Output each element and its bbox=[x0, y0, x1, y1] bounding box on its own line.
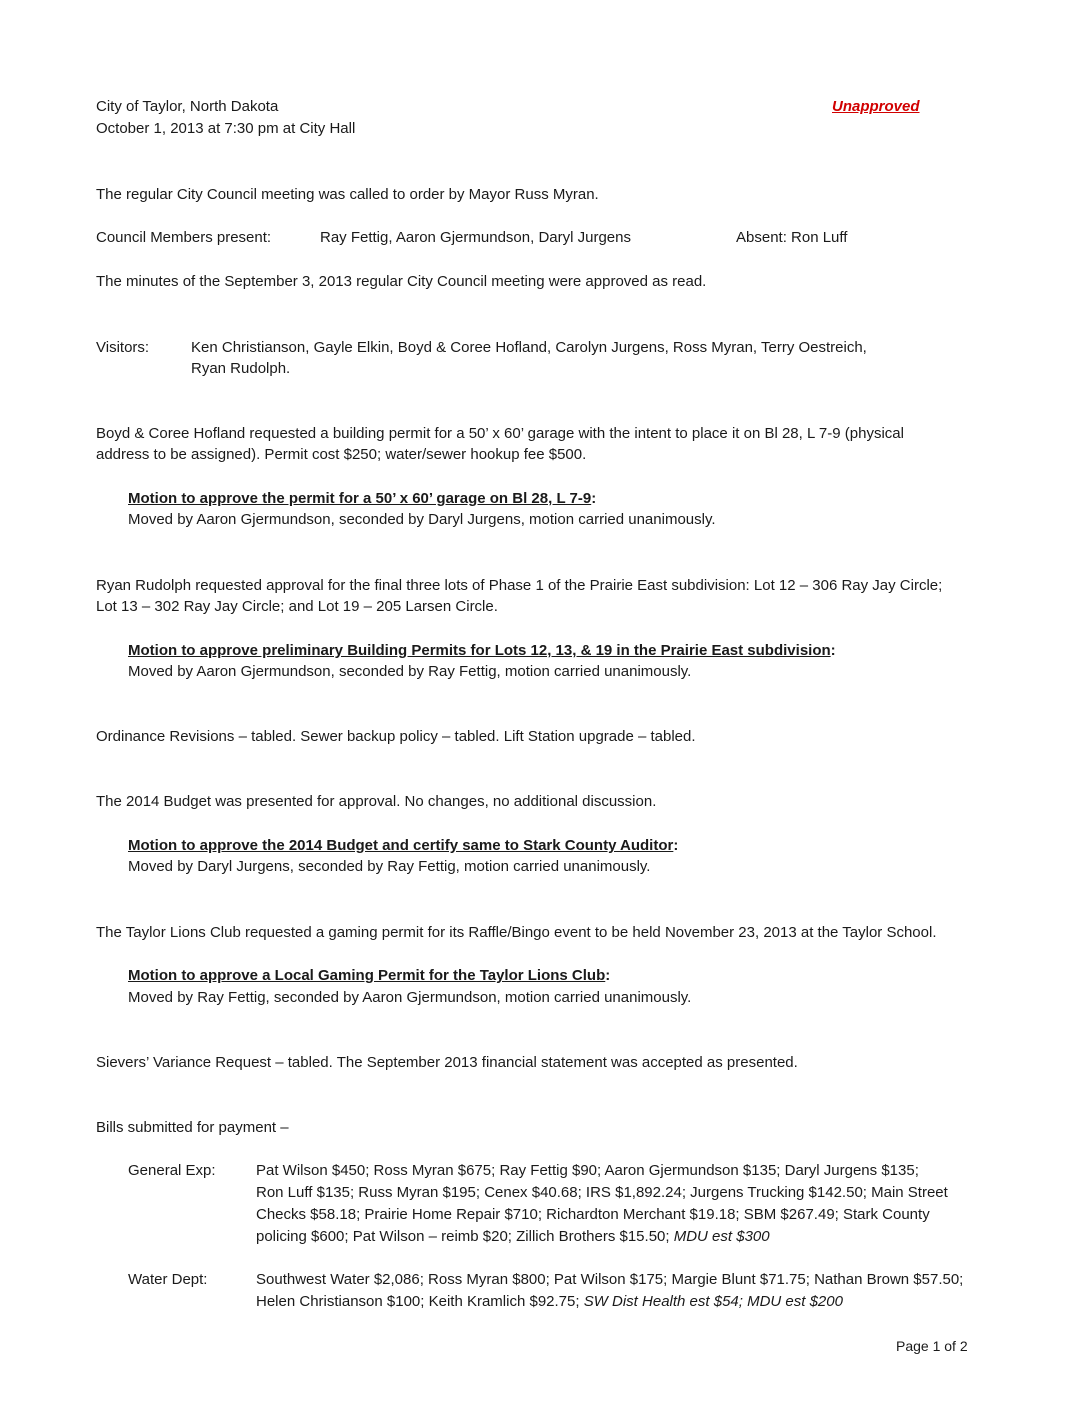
tabled-items: Ordinance Revisions – tabled. Sewer backup policy – tabled. Lift Station upgrade – tabled. bbox=[96, 728, 696, 745]
bills-intro: Bills submitted for payment – bbox=[96, 1119, 289, 1136]
budget-line: The 2014 Budget was presented for approval. No changes, no additional discussion. bbox=[96, 793, 657, 810]
lions-request: The Taylor Lions Club requested a gaming permit for its Raffle/Bingo event to be held November 23, 2013 at the Taylor School. bbox=[96, 924, 937, 941]
visitors-line-1: Ken Christianson, Gayle Elkin, Boyd & Coree Hofland, Carolyn Jurgens, Ross Myran, Terry Oestreich, bbox=[191, 339, 867, 356]
lions-motion: Motion to approve a Local Gaming Permit for the Taylor Lions Club: bbox=[128, 967, 611, 984]
water-dept-line-2 bbox=[256, 1291, 843, 1313]
city-name: City of Taylor, North Dakota bbox=[96, 98, 279, 115]
variance-line: Sievers’ Variance Request – tabled. The September 2013 financial statement was accepted as presented. bbox=[96, 1054, 798, 1071]
water-dept-estimates: SW Dist Health est $54; MDU est $200 bbox=[583, 1293, 843, 1310]
general-exp-line-2: Ron Luff $135; Russ Myran $195; Cenex $40.68; IRS $1,892.24; Jurgens Trucking $142.50; Main Street bbox=[256, 1184, 948, 1201]
call-to-order: The regular City Council meeting was called to order by Mayor Russ Myran. bbox=[96, 186, 599, 203]
minutes-approval: The minutes of the September 3, 2013 regular City Council meeting were approved as read. bbox=[96, 273, 707, 290]
general-exp-line-4-text: policing $600; Pat Wilson – reimb $20; Zillich Brothers $15.50; bbox=[256, 1228, 674, 1245]
general-exp-mdu-estimate: MDU est $300 bbox=[673, 1228, 770, 1245]
budget-motion-result: Moved by Daryl Jurgens, seconded by Ray Fettig, motion carried unanimously. bbox=[128, 858, 651, 875]
meeting-date: October 1, 2013 at 7:30 pm at City Hall bbox=[96, 120, 356, 137]
hofland-request-1: Boyd & Coree Hofland requested a building permit for a 50’ x 60’ garage with the intent to place it on Bl 28, L 7-9 (physical bbox=[96, 425, 904, 442]
general-exp-line-3: Checks $58.18; Prairie Home Repair $710; Richardton Merchant $19.18; SBM $267.49; Stark County bbox=[256, 1206, 930, 1223]
hofland-motion-text: Motion to approve the permit for a 50’ x 60’ garage on Bl 28, L 7-9 bbox=[128, 490, 592, 507]
visitors-label: Visitors: bbox=[96, 339, 150, 356]
hofland-request-2: address to be assigned). Permit cost $250; water/sewer hookup fee $500. bbox=[96, 446, 587, 463]
lions-motion-result: Moved by Ray Fettig, seconded by Aaron Gjermundson, motion carried unanimously. bbox=[128, 989, 692, 1006]
visitors-line-2: Ryan Rudolph. bbox=[191, 360, 291, 377]
budget-motion-text: Motion to approve the 2014 Budget and certify same to Stark County Auditor bbox=[128, 837, 674, 854]
budget-motion: Motion to approve the 2014 Budget and certify same to Stark County Auditor: bbox=[128, 837, 679, 854]
water-dept-line-1: Southwest Water $2,086; Ross Myran $800; Pat Wilson $175; Margie Blunt $71.75; Nathan Brown $57.50; bbox=[256, 1271, 964, 1288]
water-dept-line-2-text: Helen Christianson $100; Keith Kramlich $92.75; bbox=[256, 1293, 584, 1310]
present-label: Council Members present: bbox=[96, 229, 272, 246]
page-number: Page 1 of 2 bbox=[896, 1338, 968, 1354]
rudolph-request-1: Ryan Rudolph requested approval for the final three lots of Phase 1 of the Prairie East subdivision: Lot 12 – 306 Ray Jay Circle; bbox=[96, 577, 943, 594]
lions-motion-text: Motion to approve a Local Gaming Permit for the Taylor Lions Club bbox=[128, 967, 606, 984]
general-exp-line-4 bbox=[256, 1226, 770, 1248]
unapproved-status: Unapproved bbox=[832, 98, 920, 115]
general-exp-label: General Exp: bbox=[128, 1162, 216, 1179]
rudolph-motion: Motion to approve preliminary Building Permits for Lots 12, 13, & 19 in the Prairie East subdivision: bbox=[128, 642, 836, 659]
present-names: Ray Fettig, Aaron Gjermundson, Daryl Jurgens bbox=[320, 229, 631, 246]
absent-members: Absent: Ron Luff bbox=[736, 229, 848, 246]
hofland-motion-result: Moved by Aaron Gjermundson, seconded by Daryl Jurgens, motion carried unanimously. bbox=[128, 511, 716, 528]
rudolph-motion-result: Moved by Aaron Gjermundson, seconded by Ray Fettig, motion carried unanimously. bbox=[128, 663, 692, 680]
rudolph-request-2: Lot 13 – 302 Ray Jay Circle; and Lot 19 – 205 Larsen Circle. bbox=[96, 598, 498, 615]
rudolph-motion-text: Motion to approve preliminary Building Permits for Lots 12, 13, & 19 in the Prairie East subdivision bbox=[128, 642, 831, 659]
general-exp-line-1: Pat Wilson $450; Ross Myran $675; Ray Fettig $90; Aaron Gjermundson $135; Daryl Jurgens $135; bbox=[256, 1162, 919, 1179]
hofland-motion: Motion to approve the permit for a 50’ x 60’ garage on Bl 28, L 7-9: bbox=[128, 490, 597, 507]
water-dept-label: Water Dept: bbox=[128, 1271, 208, 1288]
